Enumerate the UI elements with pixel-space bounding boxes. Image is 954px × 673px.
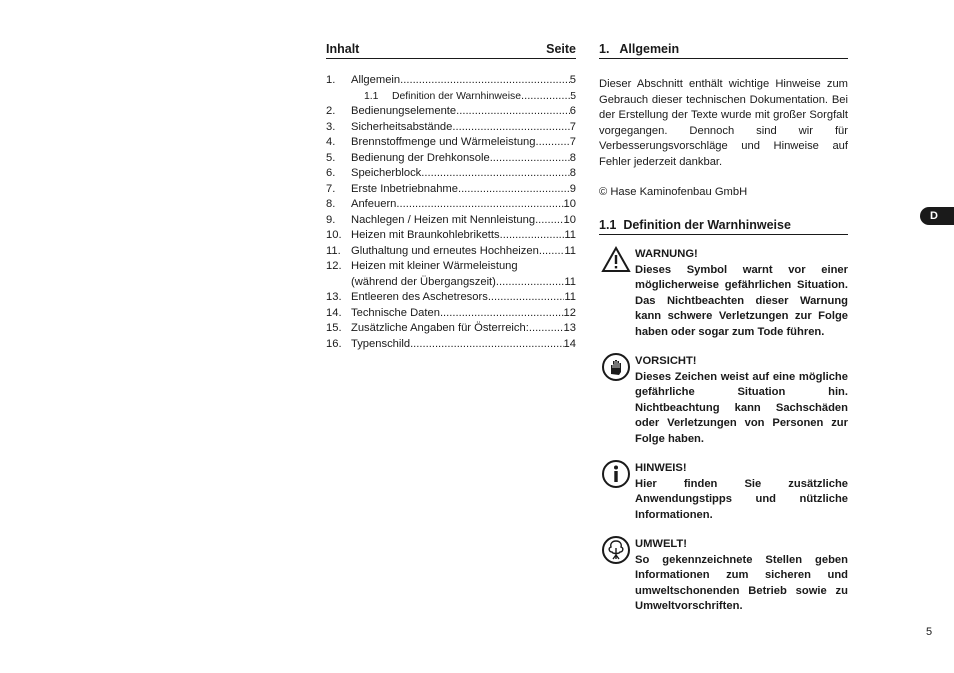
toc-item-number: 10. [326, 229, 342, 241]
toc-item-number: 12. [326, 260, 342, 272]
toc-item [326, 244, 576, 260]
page-number: 5 [926, 626, 933, 638]
notice-hint [599, 461, 848, 523]
toc-item-title: Definition der Warnhinweise [392, 90, 521, 102]
toc-item-title: Gluthaltung und erneutes Hochheizen [351, 244, 539, 257]
toc-item-page: 6 [569, 105, 576, 117]
toc-item-title: Entleeren des Aschetresors [351, 291, 488, 303]
toc-item-number: 15. [326, 322, 342, 334]
toc-item-number: 4. [326, 136, 336, 148]
toc-leader-dots [529, 321, 564, 337]
toc-item-title: Heizen mit Braunkohlebriketts [351, 229, 500, 241]
toc-item-title: Brennstoffmenge und Wärmeleistung [351, 136, 536, 148]
toc-item-page: 14 [563, 337, 576, 350]
notice-text: Hier finden Sie zusätzliche Anwendungstipps und nützliche Informationen. [635, 477, 848, 521]
tree-environment-icon [601, 535, 631, 565]
toc-item-page: 5 [570, 90, 576, 102]
toc-item-page: 8 [569, 151, 576, 164]
toc-item-title: Nachlegen / Heizen mit Nennleistung [351, 213, 536, 226]
toc-leader-dots [452, 120, 569, 136]
copyright-line: © Hase Kaminofenbau GmbH [599, 186, 748, 198]
toc-item [326, 213, 576, 229]
toc-item-title: Erste Inbetriebnahme [351, 182, 458, 195]
toc-item [326, 197, 576, 213]
toc-item [326, 182, 576, 198]
toc-item [326, 120, 576, 136]
toc-leader-dots [400, 73, 570, 89]
toc-item-title: Anfeuern [351, 198, 397, 210]
info-icon [601, 459, 631, 489]
toc-item [326, 337, 576, 353]
toc-item-number: 2. [326, 105, 336, 117]
notice-text: Dieses Zeichen weist auf eine mögliche gefährliche Situation hin. Nichtbeachtung kann Sachschäden oder Verletzungen von Personen zur Folge haben. [635, 370, 848, 445]
toc-item-continuation [326, 275, 576, 291]
toc-leader-dots [421, 166, 569, 182]
toc-item-title: Bedienung der Drehkonsole [351, 151, 490, 164]
hand-caution-icon [601, 352, 631, 382]
toc-item-page: 7 [569, 136, 576, 148]
toc-leader-dots [521, 89, 570, 105]
content-column [599, 40, 848, 615]
toc-item-number: 5. [326, 151, 336, 164]
toc-item-title-continued: (während der Übergangszeit) [351, 275, 496, 288]
toc-leader-dots [410, 337, 563, 353]
notice-environment [599, 537, 848, 615]
toc-item-number: 11. [326, 244, 341, 257]
toc-item-page: 11 [564, 291, 576, 303]
section-1-title: 1. Allgemein [599, 42, 680, 56]
toc-item [326, 321, 576, 337]
toc-item-number: 1. [326, 74, 336, 86]
toc-subitem [326, 89, 576, 105]
toc-item-number: 13. [326, 291, 342, 303]
toc-heading: Inhalt [326, 42, 360, 56]
toc-item-number: 14. [326, 306, 342, 319]
toc-item-page: 9 [569, 182, 576, 195]
toc-item-title: Typenschild [351, 337, 411, 350]
toc-item-number: 8. [326, 198, 336, 210]
toc-item-page: 11 [564, 244, 576, 257]
toc-item [326, 73, 576, 89]
toc-item [326, 104, 576, 120]
toc-leader-dots [490, 151, 570, 167]
toc-leader-dots [456, 104, 570, 120]
toc-item-title: Zusätzliche Angaben für Österreich: [351, 322, 529, 334]
notice-warning [599, 247, 848, 340]
toc-item-title: Allgemein [351, 74, 401, 86]
toc-item [326, 306, 576, 322]
notice-title: UMWELT! [635, 538, 687, 550]
notice-caution [599, 354, 848, 447]
toc-item-page: 8 [569, 167, 576, 179]
toc-leader-dots [535, 213, 563, 229]
notice-title: VORSICHT! [635, 355, 697, 367]
toc-item [326, 166, 576, 182]
toc-item [326, 135, 576, 151]
toc-leader-dots [496, 275, 564, 291]
toc-leader-dots [396, 197, 563, 213]
toc-item-number: 3. [326, 120, 336, 133]
toc-item-page: 7 [569, 120, 576, 133]
toc-item-number: 16. [326, 337, 342, 350]
toc-item-number: 1.1 [364, 90, 379, 102]
toc-item-page: 12 [563, 306, 576, 319]
toc-item-number: 6. [326, 167, 336, 179]
toc-item [326, 259, 576, 275]
toc-item-page: 5 [569, 74, 576, 86]
toc-leader-dots [539, 244, 565, 260]
toc-leader-dots [440, 306, 564, 322]
toc-item [326, 228, 576, 244]
section-1-text: Dieser Abschnitt enthält wichtige Hinweise zum Gebrauch dieser technischen Dokumentation. Bei der Erstellung der Texte wurde mit großer Sorgfalt vorgegangen. Dennoch sind wir für Verbesserungsvorschläge und Hinweise auf Fehler jederzeit dankbar. [599, 78, 848, 168]
toc-item [326, 290, 576, 306]
section-1-1-title: 1.1 Definition der Warnhinweise [599, 218, 791, 232]
toc-header [326, 40, 576, 59]
toc-item-page: 13 [563, 322, 576, 334]
warning-triangle-icon [601, 245, 631, 275]
language-tab: D [920, 207, 954, 225]
toc-item-title: Bedienungselemente [351, 105, 457, 117]
toc-leader-dots [500, 228, 565, 244]
toc-leader-dots [536, 135, 570, 151]
toc-item-page: 11 [564, 229, 576, 241]
toc-leader-dots [458, 182, 570, 198]
toc-item-page: 10 [563, 198, 576, 210]
toc-item-title: Speicherblock [351, 167, 422, 179]
section-1-1-heading [599, 216, 848, 235]
toc-page-heading: Seite [546, 42, 576, 56]
toc-item-number: 9. [326, 213, 336, 226]
notice-text: Dieses Symbol warnt vor einer möglicherweise gefährlichen Situation. Das Nichtbeachten dieser Warnung kann schwere Verletzungen zur Folge haben oder sogar zum Tode führen. [635, 263, 848, 338]
toc-item-title: Technische Daten [351, 306, 440, 319]
toc-item [326, 151, 576, 167]
table-of-contents [326, 40, 576, 352]
notice-title: HINWEIS! [635, 462, 687, 474]
toc-list [326, 73, 576, 352]
toc-item-page: 10 [563, 213, 576, 226]
toc-item-number: 7. [326, 182, 336, 195]
notice-text: So gekennzeichnete Stellen geben Informationen zum sicheren und umweltschonenden Betrieb sowie zu Umweltvorschriften. [635, 553, 848, 612]
toc-item-title: Sicherheitsabstände [351, 120, 453, 133]
toc-leader-dots [488, 290, 565, 306]
toc-item-page: 11 [564, 275, 576, 288]
notice-title: WARNUNG! [635, 248, 698, 260]
section-1-heading [599, 40, 848, 59]
toc-item-title: Heizen mit kleiner Wärmeleistung [351, 260, 518, 272]
